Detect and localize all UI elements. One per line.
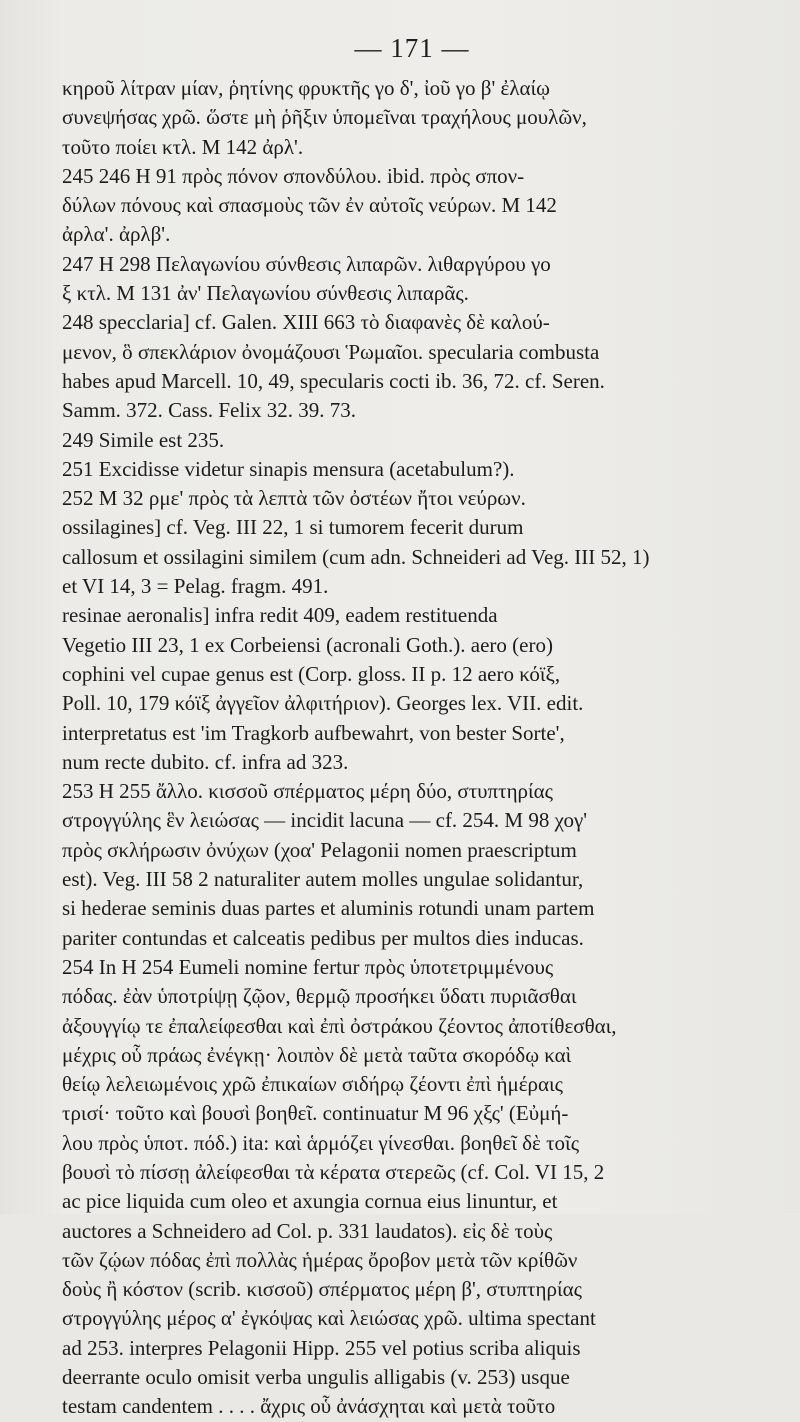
text-line: 251 Excidisse videtur sinapis mensura (acetabulum?). — [62, 456, 515, 481]
text-line: 249 Simile est 235. — [62, 427, 225, 452]
text-line: λου πρὸς ὑποτ. πόδ.) ita: καὶ ἁρμόζει γίνεσθαι. βοηθεῖ δὲ τοῖς — [62, 1130, 580, 1155]
text-line: τῶν ζῴων πόδας ἐπὶ πολλὰς ἡμέρας ὄροβον μετὰ τῶν κρίθῶν — [62, 1247, 578, 1272]
text-line: βουσὶ τὸ πίσσῃ ἀλείφεσθαι τὰ κέρατα στερεῶς (cf. Col. VI 15, 2 — [62, 1159, 605, 1184]
text-line: pariter contundas et calceatis pedibus per multos dies inducas. — [62, 925, 584, 950]
page-number: — 171 — — [354, 33, 470, 63]
text-line: δύλων πόνους καὶ σπασμοὺς τῶν ἐν αὐτοῖς νεύρων. M 142 — [62, 193, 557, 218]
text-line: resinae aeronalis] infra redit 409, eadem restituenda — [62, 603, 498, 628]
commentary-text — [62, 74, 762, 1422]
text-line: πόδας. ἐὰν ὑποτρίψῃ ζῷον, θερμῷ προσήκει ὕδατι πυριᾶσθαι — [62, 984, 577, 1009]
text-line: 247 H 298 Πελαγωνίου σύνθεσις λιπαρῶν. λιθαργύρου γο — [62, 251, 551, 276]
text-line: deerrante oculo omisit verba ungulis alligabis (v. 253) usque — [62, 1365, 570, 1390]
text-line: Samm. 372. Cass. Felix 32. 39. 73. — [62, 398, 357, 423]
text-line: auctores a Schneidero ad Col. p. 331 laudatos). εἰς δὲ τοὺς — [62, 1218, 553, 1243]
text-line: τρισί· τοῦτο καὶ βουσὶ βοηθεῖ. continuatur M 96 χξς' (Εὐμή- — [62, 1101, 569, 1126]
text-line: si hederae seminis duas partes et aluminis rotundi unam partem — [62, 896, 595, 921]
text-line: cophini vel cupae genus est (Corp. gloss. II p. 12 aero κόϊξ, — [62, 661, 561, 686]
text-line: est). Veg. III 58 2 naturaliter autem molles ungulae solidantur, — [62, 867, 584, 892]
text-line: 245 246 H 91 πρὸς πόνον σπονδύλου. ibid. πρὸς σπον- — [62, 163, 525, 188]
text-line: ξ κτλ. M 131 ἀν' Πελαγωνίου σύνθεσις λιπαρᾶς. — [62, 281, 469, 306]
text-line: 252 M 32 ρμε' πρὸς τὰ λεπτὰ τῶν ὀστέων ἤτοι νεύρων. — [62, 486, 526, 511]
text-line: μενον, ὃ σπεκλάριον ὀνομάζουσι Ῥωμαῖοι. specularia combusta — [62, 339, 600, 364]
text-line: συνεψήσας χρῶ. ὥστε μὴ ῥῆξιν ὑπομεῖναι τραχήλους μουλῶν, — [62, 105, 587, 130]
text-line: δοὺς ἢ κόστον (scrib. κισσοῦ) σπέρματος μέρη β', στυπτηρίας — [62, 1277, 582, 1302]
text-line: ossilagines] cf. Veg. III 22, 1 si tumorem fecerit durum — [62, 515, 524, 540]
text-line: 253 H 255 ἄλλο. κισσοῦ σπέρματος μέρη δύο, στυπτηρίας — [62, 779, 553, 804]
text-line: Vegetio III 23, 1 ex Corbeiensi (acronali Goth.). aero (ero) — [62, 632, 553, 657]
text-line: ἀρλα'. ἀρλβ'. — [62, 222, 171, 247]
text-line: μέχρις οὗ πράως ἐνέγκῃ· λοιπὸν δὲ μετὰ ταῦτα σκορόδῳ καὶ — [62, 1042, 572, 1067]
text-line: στρογγύλης μέρος α' ἐγκόψας καὶ λειώσας χρῶ. ultima spectant — [62, 1306, 596, 1331]
text-line: τοῦτο ποίει κτλ. M 142 ἀρλ'. — [62, 134, 304, 159]
text-line: habes apud Marcell. 10, 49, specularis cocti ib. 36, 72. cf. Seren. — [62, 368, 605, 393]
text-line: στρογγύλης ἓν λειώσας — incidit lacuna — cf. 254. M 98 χογ' — [62, 808, 588, 833]
text-line: Poll. 10, 179 κόϊξ ἀγγεῖον ἀλφιτήριον). Georges lex. VII. edit. — [62, 691, 584, 716]
text-line: θείῳ λελειωμένοις χρῶ ἐπικαίων σιδήρῳ ζέοντι ἐπὶ ἡμέραις — [62, 1072, 563, 1097]
text-line: interpretatus est 'im Tragkorb aufbewahrt, von bester Sorte', — [62, 720, 565, 745]
text-line: testam candentem . . . . ἄχρις οὗ ἀνάσχηται καὶ μετὰ τοῦτο — [62, 1394, 556, 1419]
text-line: πρὸς σκλήρωσιν ὀνύχων (χοα' Pelagonii nomen praescriptum — [62, 837, 577, 862]
text-line: 254 In H 254 Eumeli nomine fertur πρὸς ὑποτετριμμένους — [62, 954, 554, 979]
text-line: κηροῦ λίτραν μίαν, ῥητίνης φρυκτῆς γο δ', ἰοῦ γο β' ἐλαίῳ — [62, 76, 550, 100]
text-line: 248 specclaria] cf. Galen. XIII 663 τὸ διαφανὲς δὲ καλού- — [62, 310, 550, 335]
text-line: et VI 14, 3 = Pelag. fragm. 491. — [62, 574, 329, 599]
text-line: num recte dubito. cf. infra ad 323. — [62, 749, 349, 774]
text-line: ac pice liquida cum oleo et axungia cornua eius linuntur, et — [62, 1189, 558, 1214]
text-line: ἀξουγγίῳ τε ἐπαλείφεσθαι καὶ ἐπὶ ὀστράκου ζέοντος ἀποτίθεσθαι, — [62, 1013, 617, 1038]
text-line: callosum et ossilagini similem (cum adn. Schneideri ad Veg. III 52, 1) — [62, 544, 650, 569]
text-line: ad 253. interpres Pelagonii Hipp. 255 vel potius scriba aliquis — [62, 1335, 581, 1360]
